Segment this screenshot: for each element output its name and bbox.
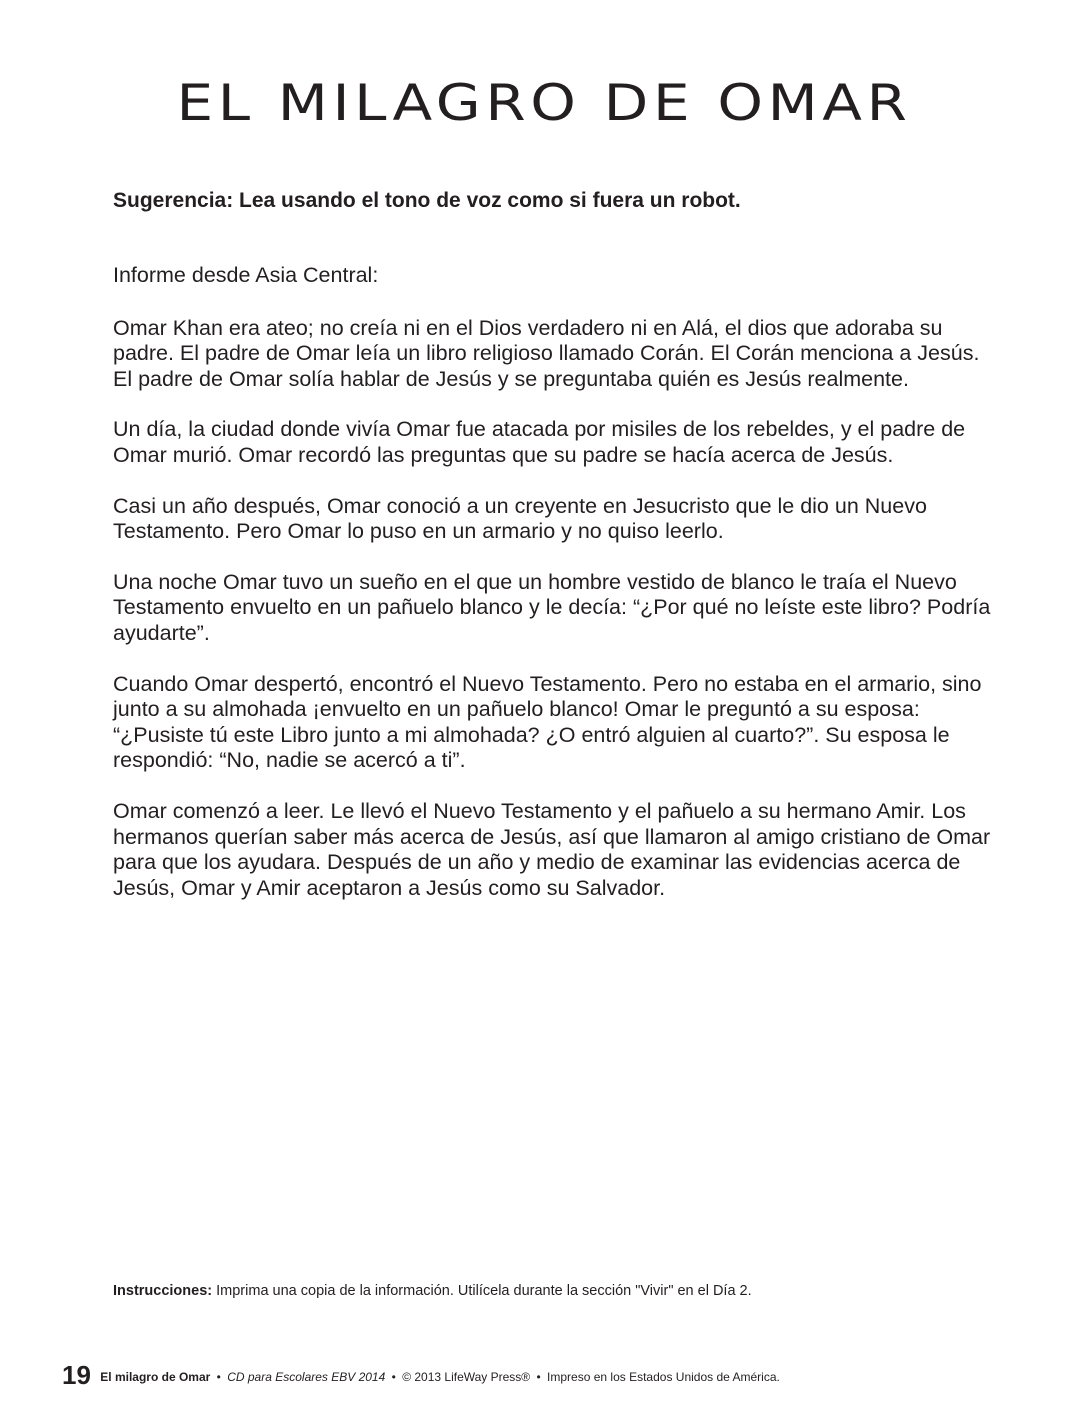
footer-separator: • [536, 1370, 541, 1384]
paragraph: Cuando Omar despertó, encontró el Nuevo Testamento. Pero no estaba en el armario, sino junto a su almohada ¡envuelto en un pañuelo blanco! Omar le preguntó a su esposa: “¿Pusiste tú este Libro junto a mi almohada? ¿O entró alguien al cuarto?”. Su esposa le respondió: “No, nadie se acercó a ti”. [113, 671, 982, 773]
footer-doc-name: El milagro de Omar [100, 1370, 211, 1384]
page-number: 19 [62, 1360, 91, 1390]
instructions [113, 1283, 752, 1299]
story-body [113, 263, 993, 926]
instructions-label: Instrucciones: [113, 1283, 213, 1299]
page-footer [62, 1360, 780, 1391]
instructions-text: Imprima una copia de la información. Utilícela durante la sección "Vivir" en el Día 2. [216, 1283, 752, 1299]
paragraph: Omar comenzó a leer. Le llevó el Nuevo Testamento y el pañuelo a su hermano Amir. Los hermanos querían saber más acerca de Jesús, así que llamaron al amigo cristiano de Omar para que los ayudara. Después de un año y medio de examinar las evidencias acerca de Jesús, Omar y Amir aceptaron a Jesús como su Salvador. [113, 798, 991, 900]
paragraph: Omar Khan era ateo; no creía ni en el Dios verdadero ni en Alá, el dios que adoraba su padre. El padre de Omar leía un libro religioso llamado Corán. El Corán menciona a Jesús. El padre de Omar solía hablar de Jesús y se preguntaba quién es Jesús realmente. [113, 315, 980, 391]
footer-copyright: © 2013 LifeWay Press® [402, 1370, 531, 1384]
page-title: EL MILAGRO DE OMAR [176, 74, 912, 132]
paragraph: Un día, la ciudad donde vivía Omar fue atacada por misiles de los rebeldes, y el padre de Omar murió. Omar recordó las preguntas que su padre se hacía acerca de Jesús. [113, 417, 966, 467]
footer-separator: • [391, 1370, 396, 1384]
paragraph: Una noche Omar tuvo un sueño en el que un hombre vestido de blanco le traía el Nuevo Testamento envuelto en un pañuelo blanco y le decía: “¿Por qué no leíste este libro? Podría ayudarte”. [113, 569, 991, 645]
footer-printed: Impreso en los Estados Unidos de América. [547, 1370, 780, 1384]
paragraph-intro: Informe desde Asia Central: [113, 263, 379, 287]
paragraph: Casi un año después, Omar conoció a un creyente en Jesucristo que le dio un Nuevo Testamento. Pero Omar lo puso en un armario y no quiso leerlo. [113, 493, 927, 544]
reading-suggestion: Sugerencia: Lea usando el tono de voz como si fuera un robot. [113, 189, 741, 212]
footer-separator: • [216, 1370, 221, 1384]
footer-product: CD para Escolares EBV 2014 [227, 1370, 386, 1384]
